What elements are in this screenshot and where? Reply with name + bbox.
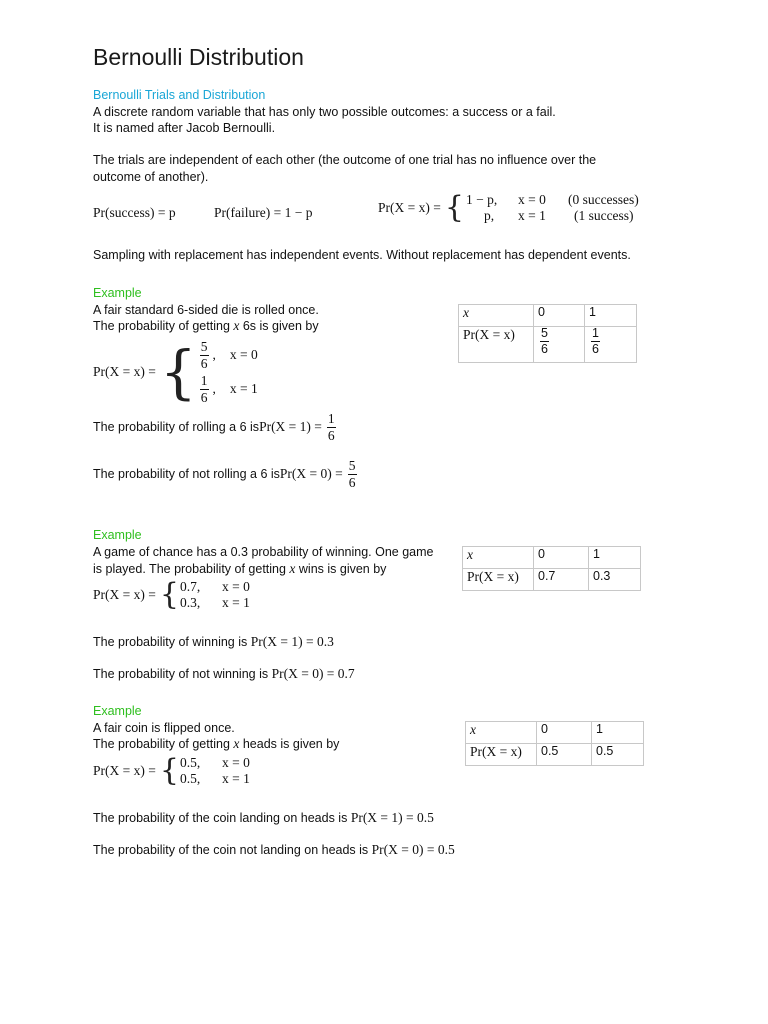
table-cell-p1: $\frac{1}{6}$ xyxy=(585,327,637,363)
example1-case1-fraction: $\frac{5}{6}$ xyxy=(200,339,208,371)
table-cell-p0: $\frac{5}{6}$ xyxy=(534,327,585,363)
example2-probability-table: x 0 1 Pr(X = x) 0.7 0.3 xyxy=(462,546,641,591)
example3-line-1: A fair coin is flipped once. xyxy=(93,721,235,735)
intro-line-2: It is named after Jacob Bernoulli. xyxy=(93,121,276,135)
example1-pmf-lhs: Pr(X = x) = xyxy=(93,364,156,379)
example3-result-2: The probability of the coin not landing on heads is Pr(X = 0) = 0.5 xyxy=(93,842,455,857)
example3-result-1: The probability of the coin landing on heads is Pr(X = 1) = 0.5 xyxy=(93,810,434,825)
table-header-x: x xyxy=(459,305,534,327)
example2-line-1: A game of chance has a 0.3 probability of winning. One game xyxy=(93,545,434,559)
example2-result-2: The probability of not winning is Pr(X = 0) = 0.7 xyxy=(93,666,355,681)
independence-line-2: outcome of another). xyxy=(93,170,209,184)
pmf-case2-value: p, xyxy=(483,207,495,223)
left-brace-icon: { xyxy=(159,577,179,612)
example1-line-1: A fair standard 6-sided die is rolled once. xyxy=(93,303,319,317)
left-brace-icon: { xyxy=(159,753,179,788)
pr-success-formula: Pr(success) = p xyxy=(93,205,176,220)
section-heading: Bernoulli Trials and Distribution xyxy=(93,88,266,102)
table-header-0: 0 xyxy=(534,305,585,327)
pmf-cases xyxy=(466,192,639,224)
example3-pmf: Pr(X = x) = { 0.5, x = 0 0.5, x = 1 xyxy=(93,753,250,788)
pmf-case1-value: 1 − p, xyxy=(465,191,498,207)
example1-pmf: Pr(X = x) = { $\frac{5}{6}$ , x = 0 $\frac{1}{6}$ , x = 1 xyxy=(93,338,258,406)
pr-failure-formula: Pr(failure) = 1 − p xyxy=(214,205,313,220)
example1-line-2: The probability of getting x 6s is given by xyxy=(93,318,319,333)
example3-line-2: The probability of getting x heads is given by xyxy=(93,736,340,751)
left-brace-icon: { xyxy=(444,190,464,225)
example2-result-1: The probability of winning is Pr(X = 1) = 0.3 xyxy=(93,634,334,649)
example2-line-2: is played. The probability of getting x wins is given by xyxy=(93,561,387,576)
intro-line-1: A discrete random variable that has only two possible outcomes: a success or a fail. xyxy=(93,105,556,119)
example1-result-2: The probability of not rolling a 6 is Pr(X = 0) = $\frac{5}{6}$ xyxy=(93,458,356,490)
page-title: Bernoulli Distribution xyxy=(93,44,304,70)
example1-case2-fraction: $\frac{1}{6}$ xyxy=(200,373,208,405)
pmf-case1-condition: x = 0 xyxy=(517,191,546,207)
example3-probability-table: x 0 1 Pr(X = x) 0.5 0.5 xyxy=(465,721,644,766)
bernoulli-pmf xyxy=(378,190,639,225)
example1-result-1: The probability of rolling a 6 is Pr(X = 1) = $\frac{1}{6}$ xyxy=(93,411,335,443)
example1-case1-condition: x = 0 xyxy=(229,347,258,362)
pmf-case1-note: (0 successes) xyxy=(567,191,639,207)
pmf-case2-condition: x = 1 xyxy=(517,207,546,223)
pmf-lhs: Pr(X = x) = xyxy=(378,199,441,215)
table-row-label: Pr(X = x) xyxy=(459,327,534,363)
sampling-note: Sampling with replacement has independent events. Without replacement has dependent events. xyxy=(93,248,631,262)
example3-heading: Example xyxy=(93,704,142,718)
pmf-case2-note: (1 success) xyxy=(573,207,634,223)
example1-case2-condition: x = 1 xyxy=(229,381,258,396)
left-brace-icon: { xyxy=(159,338,197,406)
example2-heading: Example xyxy=(93,528,142,542)
table-header-1: 1 xyxy=(585,305,637,327)
example1-probability-table xyxy=(458,304,637,363)
example1-heading: Example xyxy=(93,286,142,300)
example2-pmf: Pr(X = x) = { 0.7, x = 0 0.3, x = 1 xyxy=(93,577,250,612)
independence-line-1: The trials are independent of each other (the outcome of one trial has no influence over the xyxy=(93,153,597,167)
